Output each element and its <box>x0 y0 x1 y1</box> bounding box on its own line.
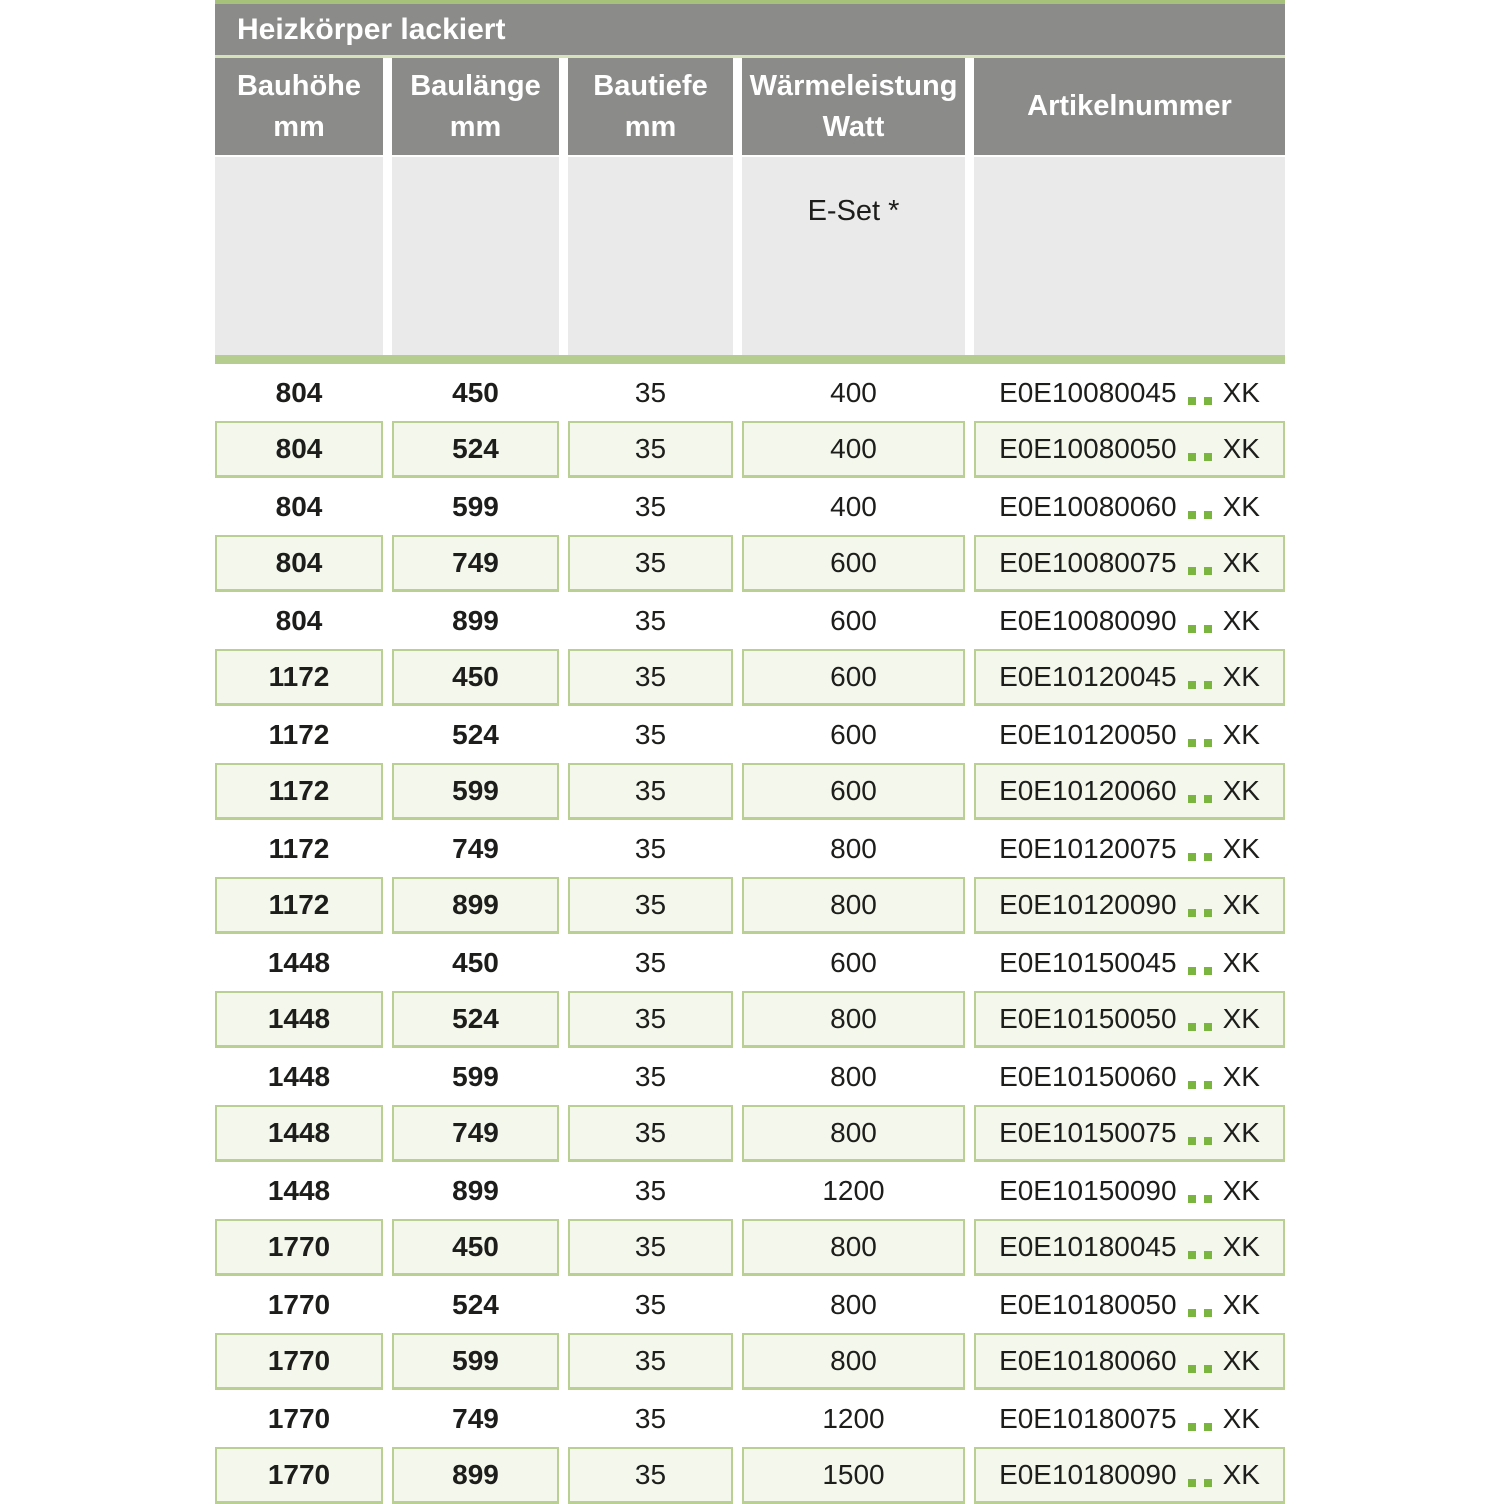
baulaenge-cell: 749 <box>452 1402 499 1434</box>
artikelnummer-suffix: XK <box>1222 1402 1260 1434</box>
baulaenge-cell: 599 <box>392 763 559 820</box>
baulaenge-cell: 524 <box>392 991 559 1048</box>
green-dot-icon <box>1204 1423 1212 1431</box>
bauhoehe-cell: 1448 <box>267 1060 331 1092</box>
watt-cell: 600 <box>742 763 965 820</box>
artikelnummer-text: E0E10120045 <box>999 661 1177 692</box>
artikelnummer-text: E0E10180060 <box>999 1345 1177 1376</box>
column-header-row <box>215 58 1285 155</box>
green-dot-icon <box>1188 1195 1196 1203</box>
green-dot-icon <box>1188 795 1196 803</box>
artikelnummer-cell <box>974 934 1285 991</box>
artikelnummer-cell <box>974 1048 1285 1105</box>
watt-cell: 800 <box>830 1288 877 1320</box>
watt-cell: 800 <box>830 1060 877 1092</box>
watt-cell: 400 <box>742 421 965 478</box>
artikelnummer-suffix: XK <box>1222 547 1260 578</box>
bauhoehe-cell: 1448 <box>215 991 383 1048</box>
artikelnummer-cell <box>974 364 1285 421</box>
watt-cell: 800 <box>742 877 965 934</box>
watt-cell: 800 <box>742 991 965 1048</box>
column-label: Wärmeleistung <box>749 70 958 103</box>
artikelnummer-cell <box>974 763 1285 820</box>
artikelnummer-cell <box>974 649 1285 706</box>
baulaenge-cell: 450 <box>452 946 499 978</box>
column-label: Bautiefe <box>593 70 708 103</box>
artikelnummer-cell <box>974 478 1285 535</box>
baulaenge-cell: 524 <box>392 421 559 478</box>
bautiefe-cell: 35 <box>568 1447 733 1504</box>
bautiefe-cell: 35 <box>634 1402 667 1434</box>
bautiefe-cell: 35 <box>568 421 733 478</box>
table-row <box>215 1390 1285 1447</box>
table-row <box>215 1219 1285 1276</box>
column-label: Artikelnummer <box>1027 90 1232 123</box>
bauhoehe-cell: 1172 <box>215 763 383 820</box>
baulaenge-cell: 524 <box>452 718 499 750</box>
bautiefe-cell: 35 <box>568 1105 733 1162</box>
bauhoehe-cell: 1172 <box>215 649 383 706</box>
artikelnummer-text: E0E10180075 <box>999 1402 1177 1434</box>
table-row <box>215 421 1285 478</box>
column-header-bauhoehe <box>215 58 383 155</box>
green-dot-icon <box>1204 1309 1212 1317</box>
green-dot-icon <box>1188 739 1196 747</box>
green-dot-icon <box>1188 453 1196 461</box>
table-row <box>215 592 1285 649</box>
watt-cell: 800 <box>742 1219 965 1276</box>
bautiefe-cell: 35 <box>568 877 733 934</box>
table-row <box>215 1447 1285 1504</box>
table-row <box>215 763 1285 820</box>
artikelnummer-suffix: XK <box>1222 490 1260 522</box>
bautiefe-cell: 35 <box>568 1333 733 1390</box>
green-dot-icon <box>1204 1365 1212 1373</box>
green-dot-icon <box>1188 1137 1196 1145</box>
bautiefe-cell: 35 <box>634 604 667 636</box>
green-dot-icon <box>1204 853 1212 861</box>
artikelnummer-suffix: XK <box>1222 1231 1260 1262</box>
baulaenge-cell: 450 <box>392 649 559 706</box>
green-dot-icon <box>1204 1137 1212 1145</box>
artikelnummer-text: E0E10120060 <box>999 775 1177 806</box>
artikelnummer-suffix: XK <box>1222 832 1260 864</box>
artikelnummer-suffix: XK <box>1222 775 1260 806</box>
artikelnummer-text: E0E10120075 <box>999 832 1177 864</box>
green-dot-icon <box>1188 511 1196 519</box>
green-dot-icon <box>1188 397 1196 405</box>
column-unit: mm <box>273 110 325 143</box>
artikelnummer-suffix: XK <box>1222 1060 1260 1092</box>
artikelnummer-text: E0E10120090 <box>999 889 1177 920</box>
green-dot-icon <box>1188 1251 1196 1259</box>
bauhoehe-cell: 804 <box>275 376 323 408</box>
column-header-waermeleistung <box>742 58 965 155</box>
table-row <box>215 649 1285 706</box>
green-dot-icon <box>1204 1251 1212 1259</box>
green-dot-icon <box>1204 453 1212 461</box>
baulaenge-cell: 899 <box>452 1174 499 1206</box>
artikelnummer-cell <box>974 1447 1285 1504</box>
green-dot-icon <box>1188 1081 1196 1089</box>
green-dot-icon <box>1188 567 1196 575</box>
green-dot-icon <box>1204 1479 1212 1487</box>
bautiefe-cell: 35 <box>568 535 733 592</box>
green-dot-icon <box>1204 1023 1212 1031</box>
column-unit: mm <box>449 110 502 143</box>
artikelnummer-suffix: XK <box>1222 1345 1260 1376</box>
artikelnummer-suffix: XK <box>1222 1003 1260 1034</box>
product-table <box>215 0 1285 1504</box>
table-row <box>215 1048 1285 1105</box>
artikelnummer-text: E0E10150060 <box>999 1060 1177 1092</box>
artikelnummer-text: E0E10180045 <box>999 1231 1177 1262</box>
table-row <box>215 535 1285 592</box>
bautiefe-cell: 35 <box>634 1174 667 1206</box>
green-dot-icon <box>1204 681 1212 689</box>
watt-cell: 600 <box>742 535 965 592</box>
baulaenge-cell: 450 <box>392 1219 559 1276</box>
bautiefe-cell: 35 <box>568 991 733 1048</box>
table-row <box>215 1105 1285 1162</box>
artikelnummer-text: E0E10150075 <box>999 1117 1177 1148</box>
table-row <box>215 877 1285 934</box>
baulaenge-cell: 749 <box>452 832 499 864</box>
bauhoehe-cell: 1448 <box>267 1174 331 1206</box>
green-dot-icon <box>1188 625 1196 633</box>
artikelnummer-cell <box>974 592 1285 649</box>
baulaenge-cell: 524 <box>452 1288 499 1320</box>
green-dot-icon <box>1204 397 1212 405</box>
green-dot-icon <box>1188 1423 1196 1431</box>
artikelnummer-suffix: XK <box>1222 889 1260 920</box>
table-row <box>215 820 1285 877</box>
green-dot-icon <box>1188 1309 1196 1317</box>
bautiefe-cell: 35 <box>568 763 733 820</box>
artikelnummer-text: E0E10080045 <box>999 376 1177 408</box>
bautiefe-cell: 35 <box>634 1060 667 1092</box>
bautiefe-cell: 35 <box>568 1219 733 1276</box>
bautiefe-cell: 35 <box>634 376 667 408</box>
green-dot-icon <box>1188 909 1196 917</box>
watt-cell: 800 <box>742 1333 965 1390</box>
green-dot-icon <box>1204 1195 1212 1203</box>
baulaenge-cell: 899 <box>392 1447 559 1504</box>
artikelnummer-text: E0E10120050 <box>999 718 1177 750</box>
artikelnummer-text: E0E10080075 <box>999 547 1177 578</box>
baulaenge-cell: 899 <box>452 604 499 636</box>
green-dot-icon <box>1188 1365 1196 1373</box>
artikelnummer-cell <box>974 1333 1285 1390</box>
bauhoehe-cell: 1770 <box>215 1219 383 1276</box>
bauhoehe-cell: 1172 <box>268 832 330 864</box>
artikelnummer-text: E0E10150050 <box>999 1003 1177 1034</box>
bauhoehe-cell: 1172 <box>215 877 383 934</box>
artikelnummer-text: E0E10080060 <box>999 490 1177 522</box>
artikelnummer-text: E0E10080090 <box>999 604 1177 636</box>
bauhoehe-cell: 804 <box>215 535 383 592</box>
table-row <box>215 1333 1285 1390</box>
green-divider-bar <box>215 355 1285 364</box>
watt-cell: 1200 <box>822 1174 885 1206</box>
artikelnummer-text: E0E10150045 <box>999 946 1177 978</box>
artikelnummer-suffix: XK <box>1222 604 1260 636</box>
bauhoehe-cell: 1448 <box>215 1105 383 1162</box>
green-dot-icon <box>1204 739 1212 747</box>
watt-cell: 600 <box>742 649 965 706</box>
bauhoehe-cell: 1770 <box>215 1447 383 1504</box>
watt-cell: 800 <box>830 832 877 864</box>
green-dot-icon <box>1188 967 1196 975</box>
artikelnummer-suffix: XK <box>1222 376 1260 408</box>
column-label: Baulänge <box>410 70 541 103</box>
artikelnummer-cell <box>974 820 1285 877</box>
watt-cell: 400 <box>830 490 877 522</box>
column-unit: Watt <box>822 110 885 143</box>
subheader-cell-bautiefe <box>568 157 733 355</box>
artikelnummer-suffix: XK <box>1222 1288 1260 1320</box>
subheader-cell-baulaenge <box>392 157 559 355</box>
artikelnummer-suffix: XK <box>1222 718 1260 750</box>
bautiefe-cell: 35 <box>634 832 667 864</box>
e-set-label: E-Set * <box>807 195 900 227</box>
bautiefe-cell: 35 <box>568 649 733 706</box>
artikelnummer-cell <box>974 1162 1285 1219</box>
watt-cell: 600 <box>830 718 877 750</box>
artikelnummer-cell <box>974 535 1285 592</box>
green-dot-icon <box>1204 1081 1212 1089</box>
subheader-cell-artikelnummer <box>974 157 1285 355</box>
bauhoehe-cell: 1172 <box>268 718 330 750</box>
bauhoehe-cell: 1448 <box>267 946 331 978</box>
baulaenge-cell: 450 <box>452 376 499 408</box>
bautiefe-cell: 35 <box>634 946 667 978</box>
green-dot-icon <box>1188 1023 1196 1031</box>
artikelnummer-suffix: XK <box>1222 1117 1260 1148</box>
bautiefe-cell: 35 <box>634 490 667 522</box>
bauhoehe-cell: 1770 <box>267 1288 331 1320</box>
column-label: Bauhöhe <box>236 70 362 103</box>
green-dot-icon <box>1204 567 1212 575</box>
watt-cell: 600 <box>830 604 877 636</box>
bautiefe-cell: 35 <box>634 1288 667 1320</box>
green-dot-icon <box>1204 967 1212 975</box>
artikelnummer-text: E0E10180050 <box>999 1288 1177 1320</box>
green-dot-icon <box>1204 511 1212 519</box>
green-dot-icon <box>1188 1479 1196 1487</box>
bauhoehe-cell: 804 <box>275 490 323 522</box>
baulaenge-cell: 899 <box>392 877 559 934</box>
table-title-band <box>215 4 1285 55</box>
watt-cell: 1200 <box>822 1402 885 1434</box>
artikelnummer-suffix: XK <box>1222 1459 1260 1490</box>
artikelnummer-text: E0E10180090 <box>999 1459 1177 1490</box>
bauhoehe-cell: 1770 <box>215 1333 383 1390</box>
table-row <box>215 364 1285 421</box>
watt-cell: 1500 <box>742 1447 965 1504</box>
green-dot-icon <box>1204 795 1212 803</box>
green-dot-icon <box>1188 853 1196 861</box>
table-title: Heizkörper lackiert <box>237 12 506 46</box>
bauhoehe-cell: 804 <box>275 604 323 636</box>
green-dot-icon <box>1204 625 1212 633</box>
artikelnummer-cell <box>974 1276 1285 1333</box>
green-dot-icon <box>1188 681 1196 689</box>
column-header-baulaenge <box>392 58 559 155</box>
table-row <box>215 991 1285 1048</box>
table-row <box>215 934 1285 991</box>
artikelnummer-suffix: XK <box>1222 661 1260 692</box>
artikelnummer-cell <box>974 421 1285 478</box>
artikelnummer-cell <box>974 991 1285 1048</box>
bauhoehe-cell: 1770 <box>267 1402 331 1434</box>
artikelnummer-text: E0E10080050 <box>999 433 1177 464</box>
column-header-bautiefe <box>568 58 733 155</box>
baulaenge-cell: 749 <box>392 1105 559 1162</box>
baulaenge-cell: 599 <box>452 1060 499 1092</box>
subheader-row <box>215 157 1285 355</box>
subheader-cell-eset <box>742 157 965 355</box>
artikelnummer-cell <box>974 706 1285 763</box>
artikelnummer-suffix: XK <box>1222 433 1260 464</box>
table-body <box>215 364 1285 1504</box>
watt-cell: 400 <box>830 376 877 408</box>
column-unit: mm <box>624 110 677 143</box>
artikelnummer-cell <box>974 1390 1285 1447</box>
artikelnummer-cell <box>974 1105 1285 1162</box>
subheader-cell-bauhoehe <box>215 157 383 355</box>
artikelnummer-cell <box>974 877 1285 934</box>
table-row <box>215 706 1285 763</box>
watt-cell: 600 <box>830 946 877 978</box>
baulaenge-cell: 749 <box>392 535 559 592</box>
artikelnummer-text: E0E10150090 <box>999 1174 1177 1206</box>
watt-cell: 800 <box>742 1105 965 1162</box>
bautiefe-cell: 35 <box>634 718 667 750</box>
artikelnummer-suffix: XK <box>1222 946 1260 978</box>
baulaenge-cell: 599 <box>452 490 499 522</box>
table-row <box>215 1276 1285 1333</box>
green-dot-icon <box>1204 909 1212 917</box>
artikelnummer-cell <box>974 1219 1285 1276</box>
table-row <box>215 478 1285 535</box>
artikelnummer-suffix: XK <box>1222 1174 1260 1206</box>
baulaenge-cell: 599 <box>392 1333 559 1390</box>
table-row <box>215 1162 1285 1219</box>
bauhoehe-cell: 804 <box>215 421 383 478</box>
column-header-artikelnummer <box>974 58 1285 155</box>
